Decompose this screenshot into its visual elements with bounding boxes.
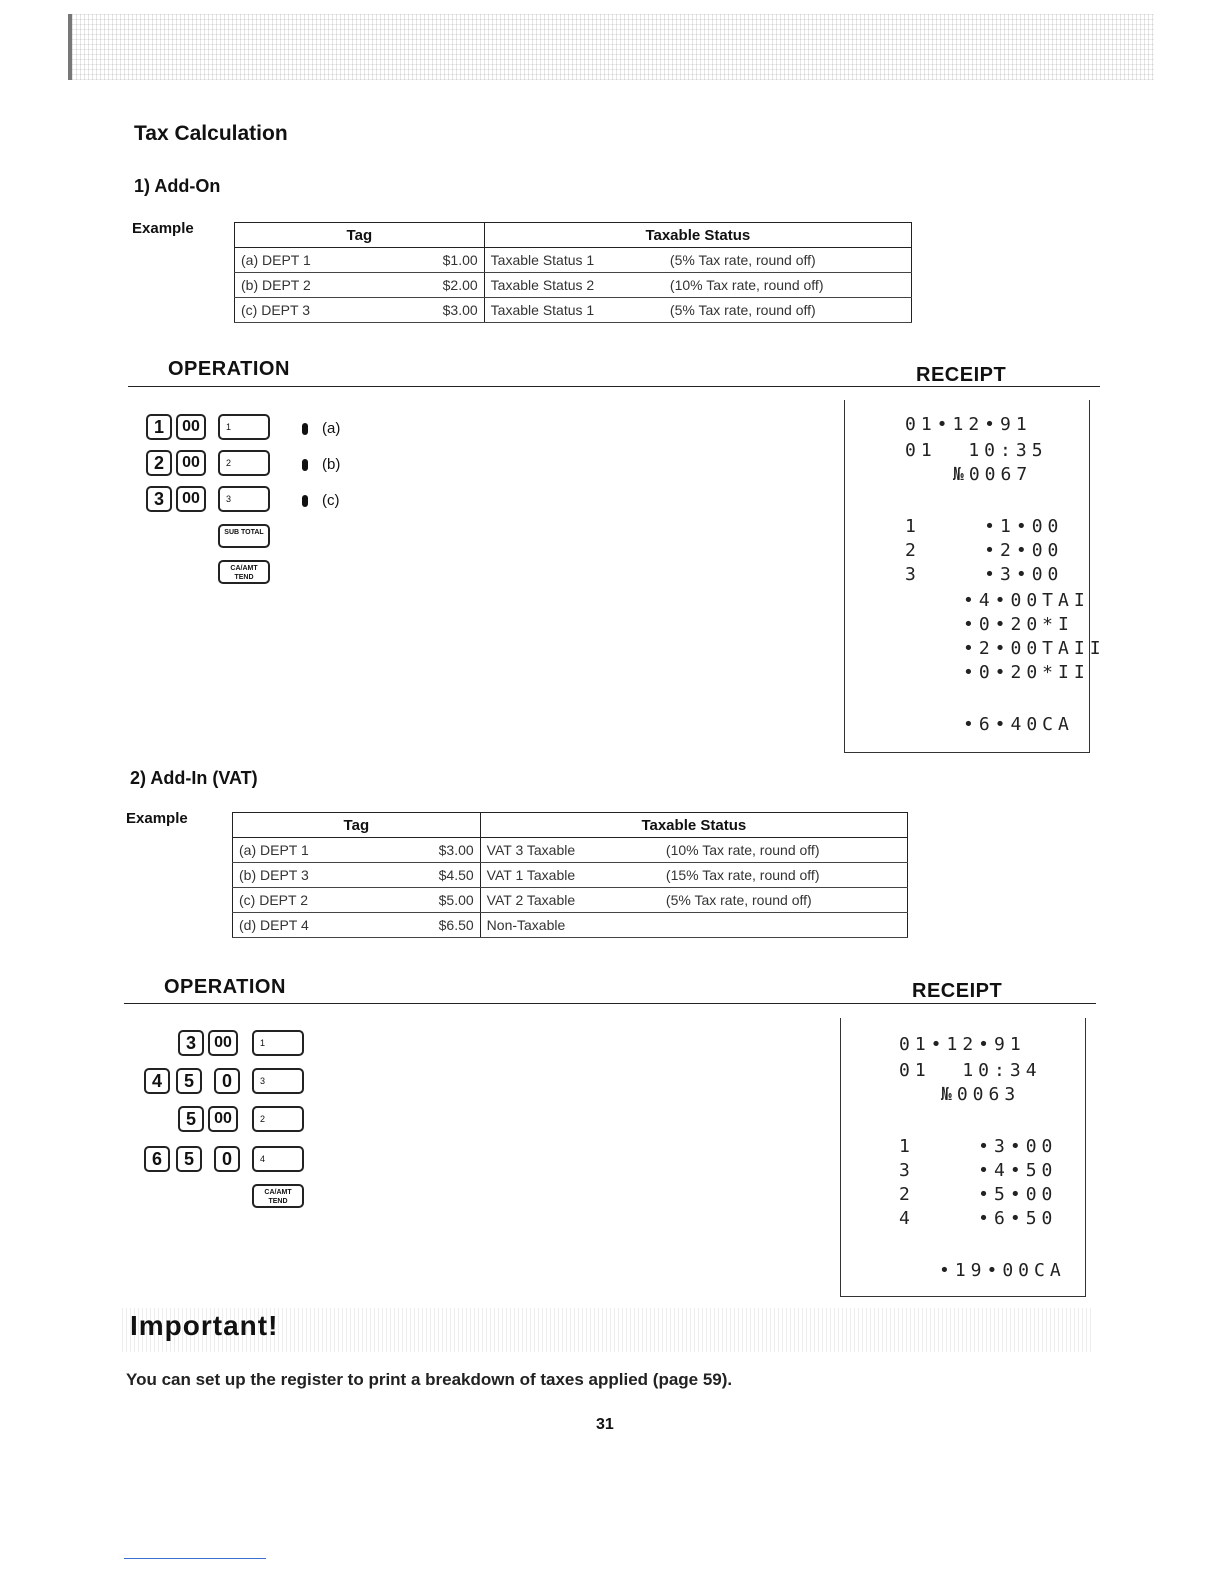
key-2[interactable]: 2: [146, 450, 172, 476]
rate-cell: (10% Tax rate, round off): [664, 273, 912, 298]
section1-heading: 1) Add-On: [134, 176, 221, 196]
status-cell: VAT 3 Taxable: [480, 838, 660, 863]
key-00[interactable]: 00: [208, 1030, 238, 1056]
key-5[interactable]: 5: [178, 1106, 204, 1132]
cash-amt-tend-key[interactable]: CA/AMT TEND: [252, 1184, 304, 1208]
receipt-item: 2 •5•00: [899, 1184, 1058, 1205]
amount-cell: $1.00: [364, 248, 484, 273]
rate-cell: (5% Tax rate, round off): [664, 248, 912, 273]
dept-cell: (b) DEPT 3: [233, 863, 363, 888]
receipt-item: 3 •3•00: [905, 564, 1064, 585]
dept-cell: (c) DEPT 3: [235, 298, 365, 323]
amount-cell: $3.00: [362, 838, 480, 863]
receipt-item: 4 •6•50: [899, 1208, 1058, 1229]
tag-header: Tag: [235, 223, 485, 248]
table-header-row: [235, 223, 912, 248]
section1-operation-label: OPERATION: [168, 358, 290, 380]
dept-key-3[interactable]: 3: [252, 1068, 304, 1094]
dept-key-1[interactable]: 1: [252, 1030, 304, 1056]
section2-heading: 2) Add-In (VAT): [130, 768, 258, 788]
key-0[interactable]: 0: [214, 1146, 240, 1172]
table-row: [235, 298, 912, 323]
dept-key-4[interactable]: 4: [252, 1146, 304, 1172]
status-cell: VAT 1 Taxable: [480, 863, 660, 888]
status-cell: Taxable Status 1: [484, 248, 664, 273]
dept-key-2[interactable]: 2: [218, 450, 270, 476]
dept-cell: (b) DEPT 2: [235, 273, 365, 298]
status-cell: Non-Taxable: [480, 913, 660, 938]
section2-tag-table: [232, 812, 908, 938]
key-3[interactable]: 3: [146, 486, 172, 512]
amount-cell: $6.50: [362, 913, 480, 938]
note-text: You can set up the register to print a breakdown of taxes applied (page 59).: [126, 1370, 733, 1389]
header-band: [68, 14, 1154, 80]
dept-cell: (d) DEPT 4: [233, 913, 363, 938]
page-number: 31: [596, 1416, 614, 1433]
receipt-number: №0063: [941, 1084, 1021, 1105]
section1-divider: [128, 386, 1100, 387]
key-6[interactable]: 6: [144, 1146, 170, 1172]
key-00[interactable]: 00: [176, 450, 206, 476]
tag-header: Tag: [233, 813, 481, 838]
status-cell: VAT 2 Taxable: [480, 888, 660, 913]
mark-b: (b): [302, 456, 340, 473]
section2-example-label: Example: [126, 810, 188, 827]
mark-c: (c): [302, 492, 340, 509]
dept-cell: (c) DEPT 2: [233, 888, 363, 913]
rate-cell: [660, 913, 908, 938]
dept-key-2[interactable]: 2: [252, 1106, 304, 1132]
footer-rule: [124, 1558, 266, 1559]
receipt-item: 2 •2•00: [905, 540, 1064, 561]
taxable-status-header: Taxable Status: [480, 813, 907, 838]
important-banner: [122, 1308, 1092, 1352]
dept-key-3[interactable]: 3: [218, 486, 270, 512]
receipt-date: 01•12•91: [899, 1034, 1026, 1055]
receipt-tax: •0•20*I: [963, 614, 1074, 635]
step-dot-icon: [302, 495, 308, 507]
mark-a: (a): [302, 420, 340, 437]
key-3[interactable]: 3: [178, 1030, 204, 1056]
step-dot-icon: [302, 459, 308, 471]
table-row: [233, 863, 908, 888]
table-row: [233, 913, 908, 938]
section2-receipt-label: RECEIPT: [912, 980, 1003, 1002]
key-5[interactable]: 5: [176, 1146, 202, 1172]
receipt-item: 1 •1•00: [905, 516, 1064, 537]
receipt-number: №0067: [953, 464, 1033, 485]
key-0[interactable]: 0: [214, 1068, 240, 1094]
section2-divider: [124, 1003, 1096, 1004]
table-row: [233, 838, 908, 863]
cash-amt-tend-key[interactable]: CA/AMT TEND: [218, 560, 270, 584]
section1-receipt: [844, 400, 1106, 753]
key-1[interactable]: 1: [146, 414, 172, 440]
amount-cell: $4.50: [362, 863, 480, 888]
receipt-time: 01 10:35: [905, 440, 1048, 461]
key-5[interactable]: 5: [176, 1068, 202, 1094]
key-00[interactable]: 00: [176, 414, 206, 440]
table-row: [235, 248, 912, 273]
taxable-status-header: Taxable Status: [484, 223, 911, 248]
receipt-total: •19•00CA: [939, 1260, 1066, 1281]
receipt-taxable-total: •4•00TAI: [963, 590, 1090, 611]
key-00[interactable]: 00: [176, 486, 206, 512]
page-title: Tax Calculation: [134, 122, 288, 145]
section1-tag-table: [234, 222, 912, 323]
dept-cell: (a) DEPT 1: [233, 838, 363, 863]
receipt-time: 01 10:34: [899, 1060, 1042, 1081]
section1-example-label: Example: [132, 220, 194, 237]
section2-receipt: [840, 1018, 1086, 1297]
status-cell: Taxable Status 1: [484, 298, 664, 323]
receipt-tax: •0•20*II: [963, 662, 1090, 683]
dept-key-1[interactable]: 1: [218, 414, 270, 440]
key-4[interactable]: 4: [144, 1068, 170, 1094]
key-00[interactable]: 00: [208, 1106, 238, 1132]
amount-cell: $3.00: [364, 298, 484, 323]
receipt-date: 01•12•91: [905, 414, 1032, 435]
section2-operation-label: OPERATION: [164, 976, 286, 998]
receipt-total: •6•40CA: [963, 714, 1074, 735]
status-cell: Taxable Status 2: [484, 273, 664, 298]
amount-cell: $2.00: [364, 273, 484, 298]
receipt-item: 3 •4•50: [899, 1160, 1058, 1181]
rate-cell: (10% Tax rate, round off): [660, 838, 908, 863]
subtotal-key[interactable]: SUB TOTAL: [218, 524, 270, 548]
section1-receipt-label: RECEIPT: [916, 364, 1007, 386]
dept-cell: (a) DEPT 1: [235, 248, 365, 273]
receipt-taxable-total: •2•00TAII: [963, 638, 1106, 659]
table-header-row: [233, 813, 908, 838]
rate-cell: (15% Tax rate, round off): [660, 863, 908, 888]
table-row: [235, 273, 912, 298]
table-row: [233, 888, 908, 913]
rate-cell: (5% Tax rate, round off): [664, 298, 912, 323]
rate-cell: (5% Tax rate, round off): [660, 888, 908, 913]
receipt-item: 1 •3•00: [899, 1136, 1058, 1157]
amount-cell: $5.00: [362, 888, 480, 913]
important-label: Important!: [130, 1310, 279, 1341]
step-dot-icon: [302, 423, 308, 435]
